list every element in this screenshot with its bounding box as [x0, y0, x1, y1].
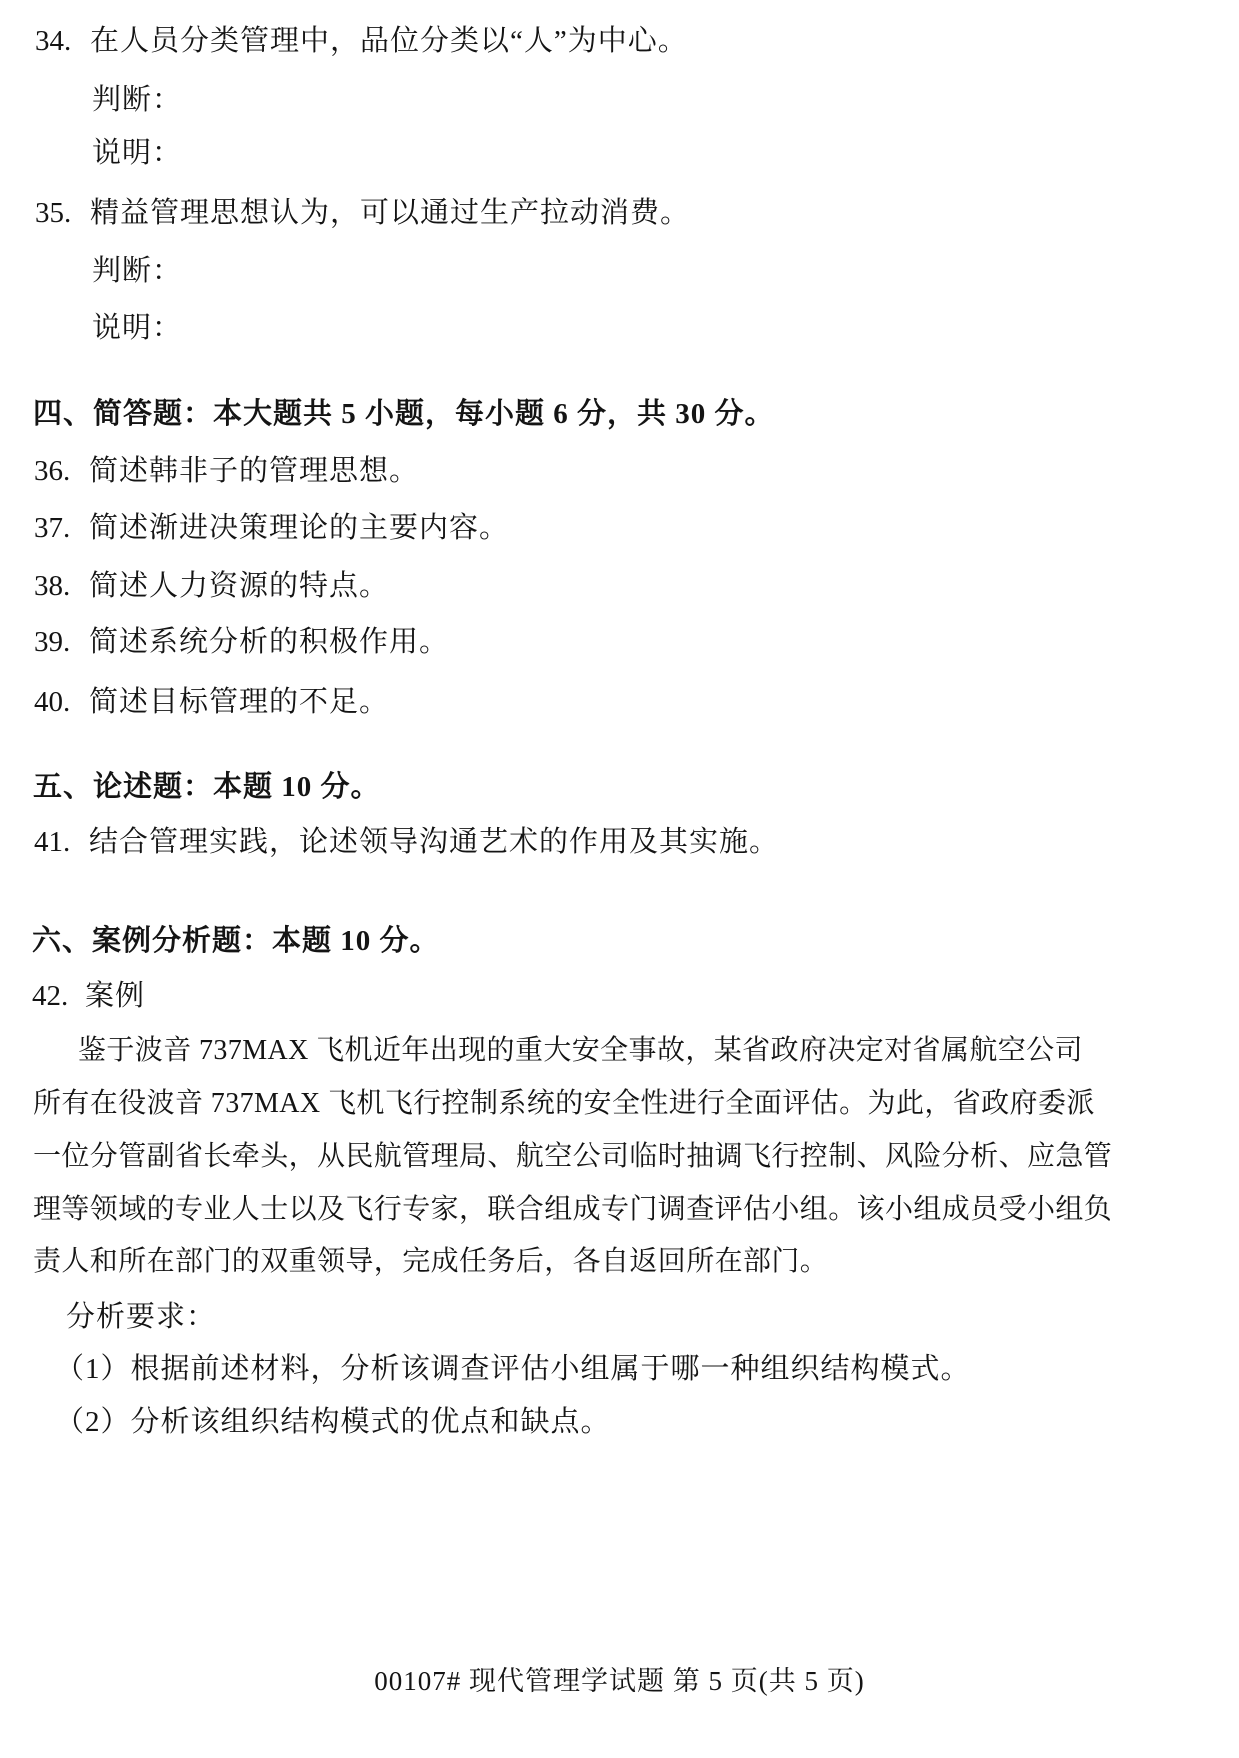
question-42 — [32, 981, 145, 1013]
case-paragraph-line-5: 责人和所在部门的双重领导，完成任务后，各自返回所在部门。 — [33, 1246, 829, 1277]
case-paragraph-line-1: 鉴于波音 737MAX 飞机近年出现的重大安全事故，某省政府决定对省属航空公司 — [78, 1035, 1083, 1066]
question-37-number: 37. — [34, 512, 71, 544]
question-37-text: 简述渐进决策理论的主要内容。 — [89, 512, 510, 544]
question-37 — [34, 513, 509, 545]
question-42-number: 42. — [32, 980, 69, 1012]
question-34-judge-label: 判断： — [92, 84, 183, 116]
question-39 — [34, 627, 449, 659]
question-40-text: 简述目标管理的不足。 — [89, 686, 390, 718]
question-36 — [34, 456, 419, 488]
question-35-explain-label: 说明： — [92, 312, 183, 344]
question-41-number: 41. — [34, 826, 71, 858]
section-6-title: 六、案例分析题：本题 10 分。 — [32, 925, 440, 957]
question-39-number: 39. — [34, 626, 71, 658]
question-35 — [35, 198, 690, 230]
question-38 — [34, 571, 389, 603]
question-34-text: 在人员分类管理中，品位分类以“人”为中心。 — [90, 25, 688, 57]
question-34-explain-label: 说明： — [92, 137, 183, 169]
section-4-title: 四、简答题：本大题共 5 小题，每小题 6 分，共 30 分。 — [33, 398, 775, 430]
analysis-requirement-1: （1）根据前述材料，分析该调查评估小组属于哪一种组织结构模式。 — [55, 1353, 971, 1385]
question-34-number: 34. — [35, 25, 72, 57]
case-paragraph-line-3: 一位分管副省长牵头，从民航管理局、航空公司临时抽调飞行控制、风险分析、应急管 — [33, 1141, 1113, 1172]
question-35-text: 精益管理思想认为，可以通过生产拉动消费。 — [90, 197, 691, 229]
page-footer: 00107# 现代管理学试题 第 5 页(共 5 页) — [374, 1666, 865, 1696]
analysis-requirements-label: 分析要求： — [66, 1301, 217, 1333]
analysis-requirement-2: （2）分析该组织结构模式的优点和缺点。 — [55, 1406, 611, 1438]
question-41 — [34, 827, 779, 859]
question-36-number: 36. — [34, 455, 71, 487]
question-40 — [34, 687, 389, 719]
question-35-number: 35. — [35, 197, 72, 229]
question-39-text: 简述系统分析的积极作用。 — [89, 626, 450, 658]
question-34 — [35, 26, 688, 58]
question-41-text: 结合管理实践，论述领导沟通艺术的作用及其实施。 — [89, 826, 780, 858]
section-5-title: 五、论述题：本题 10 分。 — [33, 771, 381, 803]
question-35-judge-label: 判断： — [92, 255, 183, 287]
question-42-text: 案例 — [85, 980, 146, 1012]
case-paragraph-line-4: 理等领域的专业人士以及飞行专家，联合组成专门调查评估小组。该小组成员受小组负 — [33, 1194, 1113, 1225]
question-40-number: 40. — [34, 686, 71, 718]
question-38-number: 38. — [34, 570, 71, 602]
case-paragraph-line-2: 所有在役波音 737MAX 飞机飞行控制系统的安全性进行全面评估。为此，省政府委派 — [33, 1088, 1095, 1119]
question-36-text: 简述韩非子的管理思想。 — [89, 455, 420, 487]
question-38-text: 简述人力资源的特点。 — [89, 570, 390, 602]
